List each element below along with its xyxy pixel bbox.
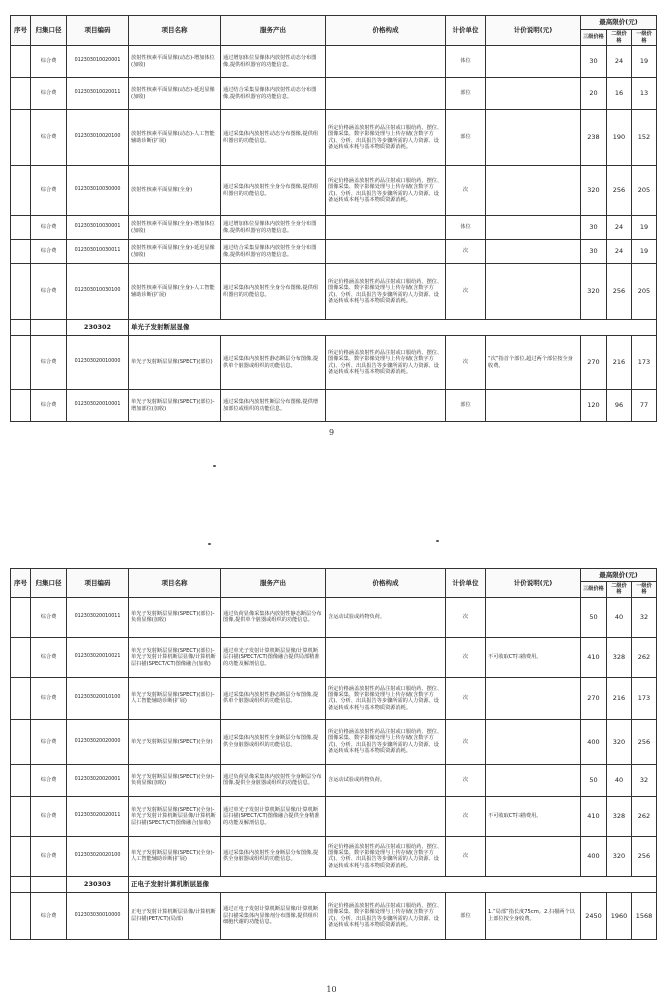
seq-cell	[11, 597, 31, 637]
table-row	[11, 597, 657, 637]
output-cell: 通过采集体内放射性静态断层分布图像,提供单个脏器或组织的功能信息。	[221, 336, 326, 390]
unit-cell: 部位	[446, 110, 486, 166]
unit-cell: 次	[446, 836, 486, 876]
output-cell: 通过结合采集显像体内放射性动态分布图像,提供组织器官的功能信息。	[221, 78, 326, 110]
description-cell	[486, 240, 581, 264]
table-row	[11, 78, 657, 110]
code-cell: 012303010030011	[67, 240, 129, 264]
table-row	[11, 719, 657, 764]
description-cell	[486, 78, 581, 110]
unit-cell: 部位	[446, 78, 486, 110]
description-cell	[486, 764, 581, 796]
name-cell: 单光子发射断层显像(SPECT)(部位)-增加部位(加收)	[129, 390, 221, 422]
header-tier2: 二级价格	[607, 30, 632, 46]
tier1-price-cell: 262	[632, 796, 657, 836]
price-composition-cell	[326, 637, 446, 677]
output-cell: 通过采集体内放射性断层分布图像,提供增加部位或组织的功能信息。	[221, 390, 326, 422]
header-channel: 归集口径	[31, 16, 67, 46]
description-cell	[486, 719, 581, 764]
description-cell	[486, 166, 581, 216]
unit-cell: 次	[446, 336, 486, 390]
output-cell: 通过采集体内放射性全身断层分布图像,提供全身脏器或组织的功能信息。	[221, 836, 326, 876]
channel-cell: 综合费	[31, 677, 67, 719]
price-composition-cell: 所定价格涵盖放射性药品注射或口服给药、摆位、图像采集、数字影像处理与上传存储(含数字方式)、分析、出具报告等步骤所需的人力资源、设备运转成本耗与基本物质资源消耗。	[326, 110, 446, 166]
code-cell: 012303020020100	[67, 836, 129, 876]
header-price-composition: 价格构成	[326, 16, 446, 46]
table-row	[11, 216, 657, 240]
tier2-price-cell: 320	[607, 836, 632, 876]
code-cell: 012303010030000	[67, 166, 129, 216]
name-cell: 单光子发射断层显像(SPECT)(全身)-人工智能辅助诊断(扩展)	[129, 836, 221, 876]
output-cell: 通过负荷显像采集体内放射性全身断层分布图像,提供全身脏器或组织的功能信息。	[221, 764, 326, 796]
price-composition-cell: 所定价格涵盖放射性药品注射或口服给药、摆位、图像采集、数字影像处理与上传存储(含数字方式)、分析、出具报告等步骤所需的人力资源、设备运转成本耗与基本物质资源消耗。	[326, 836, 446, 876]
document-page-2	[10, 568, 656, 940]
code-cell: 012303020010100	[67, 677, 129, 719]
price-composition-cell: 所定价格涵盖放射性药品注射或口服给药、摆位、图像采集、数字影像处理与上传存储(含数字方式)、分析、出具报告等步骤所需的人力资源、设备运转成本耗与基本物质资源消耗。	[326, 719, 446, 764]
code-cell: 012303010020011	[67, 78, 129, 110]
output-cell: 通过采集体内放射性全身断层分布图像,提供全身脏器或组织的功能信息。	[221, 719, 326, 764]
name-cell: 放射性核素平面显像(全身)-增加体位(加收)	[129, 216, 221, 240]
page-number: 9	[328, 428, 335, 437]
unit-cell: 次	[446, 597, 486, 637]
section-row	[11, 876, 657, 892]
tier1-price-cell: 256	[632, 836, 657, 876]
price-composition-cell	[326, 46, 446, 78]
tier3-price-cell: 410	[581, 637, 607, 677]
channel-cell	[31, 320, 67, 336]
name-cell: 单光子发射断层显像(SPECT)(部位)-人工智能辅助诊断(扩展)	[129, 677, 221, 719]
tier1-price-cell: 173	[632, 677, 657, 719]
document-page-1	[10, 15, 656, 422]
code-cell: 012303020020001	[67, 764, 129, 796]
channel-cell: 综合费	[31, 390, 67, 422]
price-composition-cell: 所定价格涵盖放射性药品注射或口服给药、摆位、图像采集、数字影像处理与上传存储(含数字方式)、分析、出具报告等步骤所需的人力资源、设备运转成本耗与基本物质资源消耗。	[326, 336, 446, 390]
tier2-price-cell: 16	[607, 78, 632, 110]
tier3-price-cell: 270	[581, 677, 607, 719]
price-composition-cell	[326, 390, 446, 422]
section-name: 正电子发射计算机断层显像	[129, 876, 657, 892]
tier1-price-cell: 19	[632, 216, 657, 240]
table-row	[11, 637, 657, 677]
scan-speck	[208, 543, 211, 545]
tier3-price-cell: 270	[581, 336, 607, 390]
description-cell	[486, 836, 581, 876]
channel-cell: 综合费	[31, 46, 67, 78]
table-row	[11, 677, 657, 719]
name-cell: 放射性核素平面显像(动态)-延迟显像(加收)	[129, 78, 221, 110]
unit-cell: 次	[446, 264, 486, 320]
seq-cell	[11, 677, 31, 719]
header-output: 服务产出	[221, 569, 326, 598]
seq-cell	[11, 764, 31, 796]
seq-cell	[11, 719, 31, 764]
description-cell: 不可收取CT扫描费用。	[486, 637, 581, 677]
output-cell: 通过单光子发射计算机断层显像/计算机断层扫描(SPECT/CT)图像融合提供局部精准的功能及解剖信息。	[221, 637, 326, 677]
description-cell: “次”指首个部位,超过两个部位按全身收费。	[486, 336, 581, 390]
channel-cell: 综合费	[31, 764, 67, 796]
code-cell: 012303020010001	[67, 390, 129, 422]
channel-cell: 综合费	[31, 597, 67, 637]
header-code: 项目编码	[67, 569, 129, 598]
tier1-price-cell: 13	[632, 78, 657, 110]
name-cell: 放射性核素平面显像(全身)-延迟显像(加收)	[129, 240, 221, 264]
header-tier1: 一级价格	[632, 30, 657, 46]
output-cell: 通过增加体位显像体内放射性动态分布图像,提供组织器官的功能信息。	[221, 46, 326, 78]
price-composition-cell: 所定价格涵盖放射性药品注射或口服给药、摆位、图像采集、数字影像处理与上传存储(含数字方式)、分析、出具报告等步骤所需的人力资源、设备运转成本耗与基本物质资源消耗。	[326, 264, 446, 320]
tier3-price-cell: 320	[581, 166, 607, 216]
tier2-price-cell: 328	[607, 796, 632, 836]
tier2-price-cell: 24	[607, 46, 632, 78]
tier1-price-cell: 173	[632, 336, 657, 390]
tier2-price-cell: 328	[607, 637, 632, 677]
tier3-price-cell: 320	[581, 264, 607, 320]
seq-cell	[11, 110, 31, 166]
tier1-price-cell: 256	[632, 719, 657, 764]
unit-cell: 次	[446, 677, 486, 719]
description-cell: 1.“局部”指长度75cm。2.扫描两个以上部位按全身收费。	[486, 892, 581, 939]
channel-cell: 综合费	[31, 240, 67, 264]
unit-cell: 次	[446, 796, 486, 836]
code-cell: 012303020020000	[67, 719, 129, 764]
description-cell	[486, 216, 581, 240]
price-table-2	[10, 568, 657, 940]
header-price-composition: 价格构成	[326, 569, 446, 598]
tier1-price-cell: 205	[632, 264, 657, 320]
unit-cell: 体位	[446, 216, 486, 240]
description-cell	[486, 46, 581, 78]
name-cell: 单光子发射断层显像(SPECT)(全身)-负荷显像(加收)	[129, 764, 221, 796]
name-cell: 放射性核素平面显像(全身)	[129, 166, 221, 216]
seq-cell	[11, 876, 31, 892]
price-composition-cell	[326, 216, 446, 240]
code-cell: 012303010020100	[67, 110, 129, 166]
header-code: 项目编码	[67, 16, 129, 46]
channel-cell: 综合费	[31, 637, 67, 677]
section-code: 230302	[67, 320, 129, 336]
header-max-price: 最高限价(元)	[581, 569, 657, 582]
tier1-price-cell: 32	[632, 764, 657, 796]
header-seq: 序号	[11, 569, 31, 598]
output-cell: 通过负荷显像采集体内放射性静态断层分布图像,提供单个脏器或组织的功能信息。	[221, 597, 326, 637]
name-cell: 放射性核素平面显像(动态)-人工智能辅助诊断(扩展)	[129, 110, 221, 166]
unit-cell: 部位	[446, 892, 486, 939]
scan-speck	[436, 540, 439, 542]
description-cell: 不可收取CT扫描费用。	[486, 796, 581, 836]
name-cell: 放射性核素平面显像(全身)-人工智能辅助诊断(扩展)	[129, 264, 221, 320]
header-description: 计价说明(元)	[486, 16, 581, 46]
table-row	[11, 892, 657, 939]
tier2-price-cell: 1960	[607, 892, 632, 939]
header-unit: 计价单位	[446, 569, 486, 598]
tier2-price-cell: 190	[607, 110, 632, 166]
name-cell: 单光子发射断层显像(SPECT)(全身)-单光子发射计算机断层显像/计算机断层扫描(SPECT/CT)图像融合(加收)	[129, 796, 221, 836]
header-channel: 归集口径	[31, 569, 67, 598]
unit-cell: 次	[446, 719, 486, 764]
channel-cell: 综合费	[31, 216, 67, 240]
description-cell	[486, 597, 581, 637]
channel-cell: 综合费	[31, 336, 67, 390]
channel-cell: 综合费	[31, 166, 67, 216]
tier3-price-cell: 30	[581, 216, 607, 240]
seq-cell	[11, 166, 31, 216]
header-name: 项目名称	[129, 569, 221, 598]
seq-cell	[11, 336, 31, 390]
code-cell: 012303020020011	[67, 796, 129, 836]
tier2-price-cell: 256	[607, 264, 632, 320]
unit-cell: 次	[446, 240, 486, 264]
header-description: 计价说明(元)	[486, 569, 581, 598]
description-cell	[486, 390, 581, 422]
price-composition-cell: 所定价格涵盖放射性药品注射或口服给药、摆位、图像采集、数字影像处理与上传存储(含数字方式)、分析、出具报告等步骤所需的人力资源、设备运转成本耗与基本物质资源消耗。	[326, 892, 446, 939]
header-unit: 计价单位	[446, 16, 486, 46]
unit-cell: 体位	[446, 46, 486, 78]
tier3-price-cell: 30	[581, 240, 607, 264]
name-cell: 单光子发射断层显像(SPECT)(全身)	[129, 719, 221, 764]
output-cell: 通过采集体内放射性动态分布图像,提供组织器官的功能信息。	[221, 110, 326, 166]
name-cell: 单光子发射断层显像(SPECT)(部位)-单光子发射计算机断层显像/计算机断层扫描(SPECT/CT)图像融合(加收)	[129, 637, 221, 677]
tier2-price-cell: 320	[607, 719, 632, 764]
header-seq: 序号	[11, 16, 31, 46]
tier3-price-cell: 410	[581, 796, 607, 836]
table-row	[11, 836, 657, 876]
tier3-price-cell: 2450	[581, 892, 607, 939]
tier2-price-cell: 256	[607, 166, 632, 216]
seq-cell	[11, 637, 31, 677]
description-cell	[486, 264, 581, 320]
output-cell: 通过采集体内放射性静态断层分布图像,提供单个脏器或组织的功能信息。	[221, 677, 326, 719]
table-row	[11, 46, 657, 78]
tier2-price-cell: 216	[607, 677, 632, 719]
seq-cell	[11, 796, 31, 836]
tier2-price-cell: 40	[607, 764, 632, 796]
header-tier1: 一级价格	[632, 582, 657, 598]
tier1-price-cell: 262	[632, 637, 657, 677]
table-row	[11, 336, 657, 390]
price-composition-cell	[326, 78, 446, 110]
header-tier3: 三级价格	[581, 30, 607, 46]
tier1-price-cell: 205	[632, 166, 657, 216]
output-cell: 通过结合采集显像体内放射性全身分布图像,提供组织器官的功能信息。	[221, 240, 326, 264]
header-tier3: 三级价格	[581, 582, 607, 598]
code-cell: 012303020010021	[67, 637, 129, 677]
tier3-price-cell: 50	[581, 597, 607, 637]
unit-cell: 次	[446, 764, 486, 796]
output-cell: 通过采集体内放射性全身分布图像,提供组织器官的功能信息。	[221, 264, 326, 320]
section-code: 230303	[67, 876, 129, 892]
code-cell: 012303030010000	[67, 892, 129, 939]
tier1-price-cell: 19	[632, 240, 657, 264]
tier3-price-cell: 238	[581, 110, 607, 166]
tier2-price-cell: 24	[607, 216, 632, 240]
output-cell: 通过单光子发射计算机断层显像/计算机断层扫描(SPECT/CT)图像融合提供全身精准的功能及解剖信息。	[221, 796, 326, 836]
price-composition-cell: 所定价格涵盖放射性药品注射或口服给药、摆位、图像采集、数字影像处理与上传存储(含数字方式)、分析、出具报告等步骤所需的人力资源、设备运转成本耗与基本物质资源消耗。	[326, 677, 446, 719]
channel-cell: 综合费	[31, 836, 67, 876]
section-name: 单光子发射断层显像	[129, 320, 657, 336]
tier1-price-cell: 19	[632, 46, 657, 78]
price-composition-cell: 含运动试验或药物负荷。	[326, 764, 446, 796]
price-composition-cell	[326, 796, 446, 836]
tier1-price-cell: 77	[632, 390, 657, 422]
table-row	[11, 764, 657, 796]
table-body-1	[11, 46, 657, 422]
seq-cell	[11, 892, 31, 939]
channel-cell: 综合费	[31, 892, 67, 939]
code-cell: 012303010020001	[67, 46, 129, 78]
channel-cell: 综合费	[31, 796, 67, 836]
description-cell	[486, 110, 581, 166]
tier3-price-cell: 20	[581, 78, 607, 110]
table-row	[11, 240, 657, 264]
code-cell: 012303020010011	[67, 597, 129, 637]
seq-cell	[11, 390, 31, 422]
unit-cell: 次	[446, 166, 486, 216]
channel-cell: 综合费	[31, 719, 67, 764]
tier3-price-cell: 400	[581, 836, 607, 876]
name-cell: 单光子发射断层显像(SPECT)(部位)	[129, 336, 221, 390]
price-composition-cell	[326, 240, 446, 264]
tier3-price-cell: 30	[581, 46, 607, 78]
description-cell	[486, 677, 581, 719]
price-composition-cell: 含运动试验或药物负荷。	[326, 597, 446, 637]
seq-cell	[11, 240, 31, 264]
scan-speck	[213, 465, 216, 467]
name-cell: 正电子发射计算机断层显像/计算机断层扫描(PET/CT)(局部)	[129, 892, 221, 939]
header-output: 服务产出	[221, 16, 326, 46]
code-cell: 012303010030100	[67, 264, 129, 320]
channel-cell: 综合费	[31, 264, 67, 320]
table-row	[11, 166, 657, 216]
name-cell: 放射性核素平面显像(动态)-增加体位(加收)	[129, 46, 221, 78]
price-composition-cell: 所定价格涵盖放射性药品注射或口服给药、摆位、图像采集、数字影像处理与上传存储(含数字方式)、分析、出具报告等步骤所需的人力资源、设备运转成本耗与基本物质资源消耗。	[326, 166, 446, 216]
seq-cell	[11, 78, 31, 110]
unit-cell: 次	[446, 637, 486, 677]
tier2-price-cell: 40	[607, 597, 632, 637]
header-max-price: 最高限价(元)	[581, 16, 657, 30]
output-cell: 通过采集体内放射性全身分布图像,提供组织器官的功能信息。	[221, 166, 326, 216]
tier3-price-cell: 120	[581, 390, 607, 422]
tier2-price-cell: 96	[607, 390, 632, 422]
seq-cell	[11, 46, 31, 78]
tier1-price-cell: 152	[632, 110, 657, 166]
name-cell: 单光子发射断层显像(SPECT)(部位)-负荷显像(加收)	[129, 597, 221, 637]
header-name: 项目名称	[129, 16, 221, 46]
page-number: 10	[326, 985, 337, 994]
seq-cell	[11, 216, 31, 240]
header-tier2: 二级价格	[607, 582, 632, 598]
tier3-price-cell: 400	[581, 719, 607, 764]
tier1-price-cell: 1568	[632, 892, 657, 939]
table-row	[11, 390, 657, 422]
code-cell: 012303020010000	[67, 336, 129, 390]
code-cell: 012303010030001	[67, 216, 129, 240]
table-row	[11, 796, 657, 836]
unit-cell: 部位	[446, 390, 486, 422]
output-cell: 通过正电子发射计算机断层显像/计算机断层扫描采集体内显像剂分布图像,提供组织细胞代谢的功能信息。	[221, 892, 326, 939]
channel-cell: 综合费	[31, 110, 67, 166]
section-row	[11, 320, 657, 336]
output-cell: 通过增加体位显像体内放射性全身分布图像,提供组织器官的功能信息。	[221, 216, 326, 240]
tier3-price-cell: 50	[581, 764, 607, 796]
channel-cell: 综合费	[31, 78, 67, 110]
table-row	[11, 264, 657, 320]
tier2-price-cell: 24	[607, 240, 632, 264]
table-body-2	[11, 597, 657, 939]
channel-cell	[31, 876, 67, 892]
seq-cell	[11, 836, 31, 876]
tier1-price-cell: 32	[632, 597, 657, 637]
table-row	[11, 110, 657, 166]
seq-cell	[11, 320, 31, 336]
price-table-1	[10, 15, 657, 422]
seq-cell	[11, 264, 31, 320]
tier2-price-cell: 216	[607, 336, 632, 390]
